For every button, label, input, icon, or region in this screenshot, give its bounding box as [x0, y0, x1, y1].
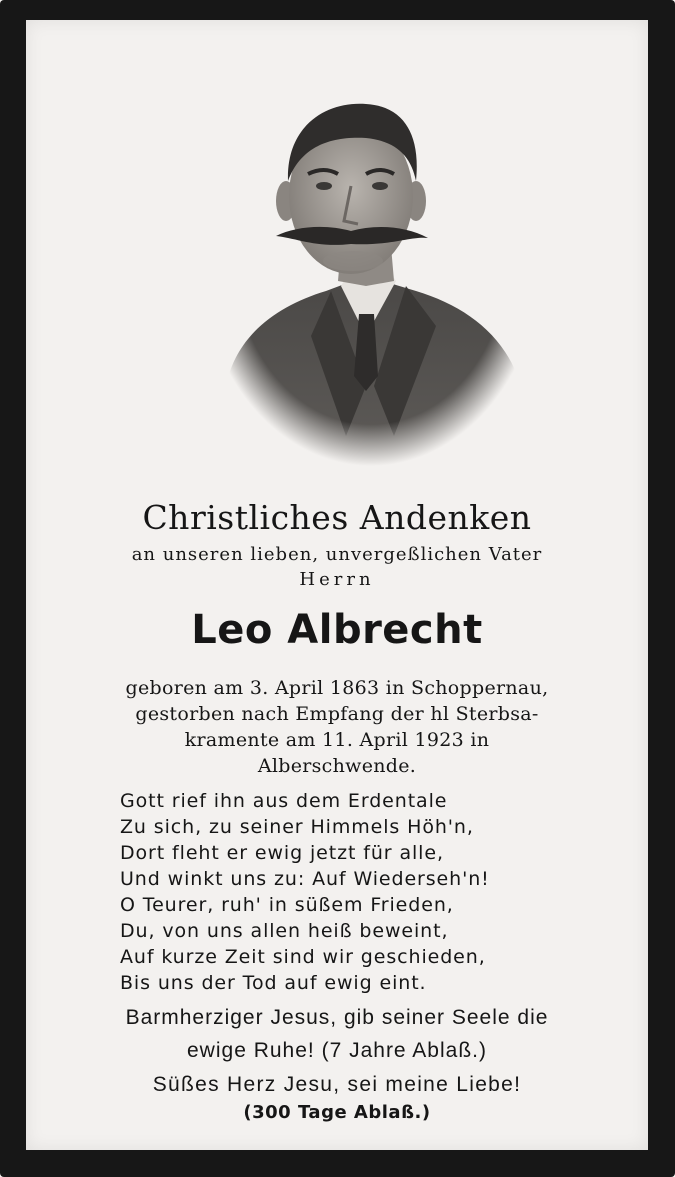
prayer-line: ewige Ruhe! (7 Jahre Ablaß.): [187, 1039, 487, 1062]
indulgence-note: (300 Tage Ablaß.): [243, 1102, 431, 1123]
poem-line: Bis uns der Tod auf ewig eint.: [120, 972, 427, 994]
poem-line: Zu sich, zu seiner Himmels Höh'n,: [120, 816, 474, 838]
card-inner-panel: [26, 20, 648, 1150]
poem: [120, 788, 620, 996]
dedication-title: Herrn: [299, 569, 375, 590]
bio-line: Alberschwende.: [257, 755, 417, 777]
poem-line: Und winkt uns zu: Auf Wiederseh'n!: [120, 868, 490, 890]
poem-line: Dort fleht er ewig jetzt für alle,: [120, 842, 444, 864]
portrait-photo: [216, 86, 526, 466]
poem-line: Gott rief ihn aus dem Erdentale: [120, 790, 448, 812]
prayer-line: Barmherziger Jesus, gib seiner Seele die: [125, 1006, 549, 1029]
prayer-mercy: [26, 1001, 648, 1067]
poem-line: Auf kurze Zeit sind wir geschieden,: [120, 946, 486, 968]
bio-line: geboren am 3. April 1863 in Schoppernau,: [125, 677, 549, 699]
biography: [26, 675, 648, 779]
poem-line: O Teurer, ruh' in süßem Frieden,: [120, 894, 454, 916]
prayer-sacred-heart: Süßes Herz Jesu, sei meine Liebe!: [152, 1073, 522, 1096]
dedication: [26, 542, 648, 592]
bio-line: kramente am 11. April 1923 in: [184, 729, 490, 751]
bio-line: gestorben nach Empfang der hl Sterbsa-: [135, 703, 539, 725]
poem-line: Du, von uns allen heiß beweint,: [120, 920, 449, 942]
dedication-line: an unseren lieben, unvergeßlichen Vater: [131, 544, 543, 565]
card-heading: Christliches Andenken: [142, 498, 532, 537]
deceased-name: Leo Albrecht: [191, 607, 483, 653]
